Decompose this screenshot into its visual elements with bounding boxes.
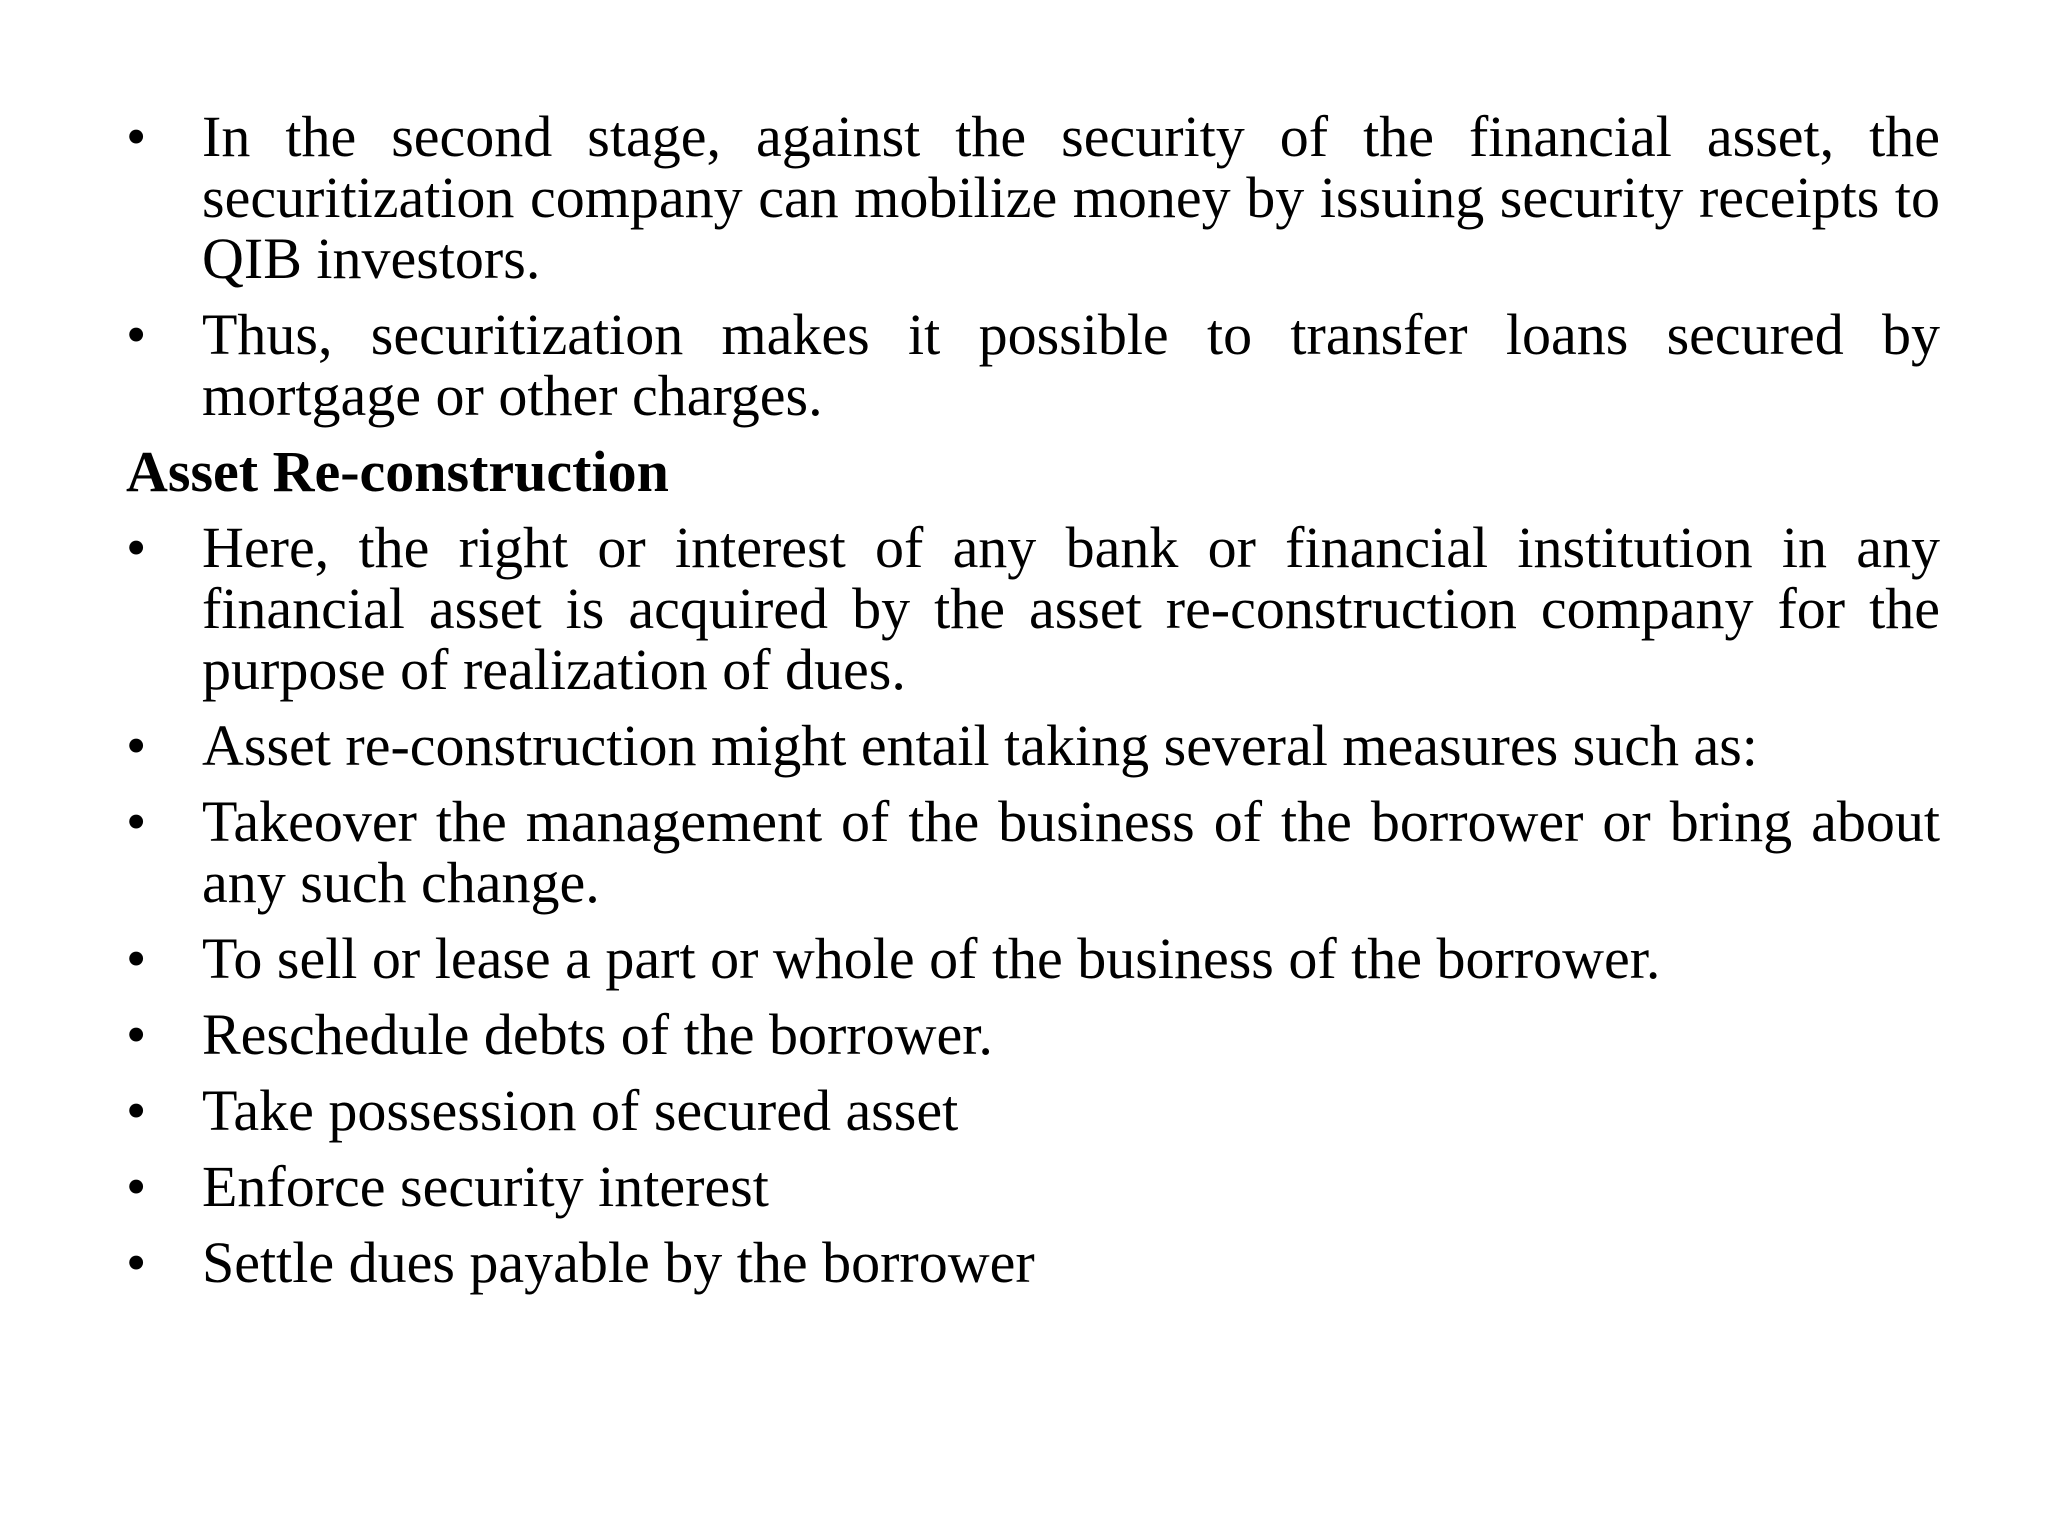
bullet-icon: • [126,1154,147,1219]
slide-content [126,106,1940,1308]
bullet-icon: • [126,1230,147,1295]
bullet-item [126,715,1940,776]
bullet-icon: • [126,1078,147,1143]
bullet-text: Asset re-construction might entail taking several measures such as: [202,713,1758,778]
bullet-item [126,1080,1940,1141]
bullet-text: Enforce security interest [202,1154,769,1219]
bullet-text: Reschedule debts of the borrower. [202,1002,993,1067]
bullet-item [126,928,1940,989]
bullet-text: Here, the right or interest of any bank or financial institution in any financial asset is acquired by the asset re-construction company for the purpose of realization of dues. [202,515,1940,702]
bullet-icon: • [126,789,147,854]
bullet-item [126,106,1940,289]
bullet-item [126,1232,1940,1293]
bullet-icon: • [126,713,147,778]
bullet-text: Thus, securitization makes it possible to transfer loans secured by mortgage or other charges. [202,302,1940,428]
bullet-text: Settle dues payable by the borrower [202,1230,1035,1295]
section-heading: Asset Re-construction [126,439,669,504]
bullet-icon: • [126,515,147,580]
bullet-text: To sell or lease a part or whole of the business of the borrower. [202,926,1661,991]
bullet-item [126,304,1940,426]
bullet-text: In the second stage, against the security of the financial asset, the securitization company can mobilize money by issuing security receipts to QIB investors. [202,104,1940,291]
bullet-icon: • [126,926,147,991]
intro-bullet-list [126,106,1940,426]
bullet-text: Takeover the management of the business of the borrower or bring about any such change. [202,789,1940,915]
bullet-icon: • [126,104,147,169]
section-bullet-list [126,517,1940,1293]
bullet-item [126,1004,1940,1065]
bullet-item [126,517,1940,700]
bullet-icon: • [126,1002,147,1067]
bullet-item [126,1156,1940,1217]
bullet-item [126,791,1940,913]
bullet-text: Take possession of secured asset [202,1078,959,1143]
bullet-icon: • [126,302,147,367]
